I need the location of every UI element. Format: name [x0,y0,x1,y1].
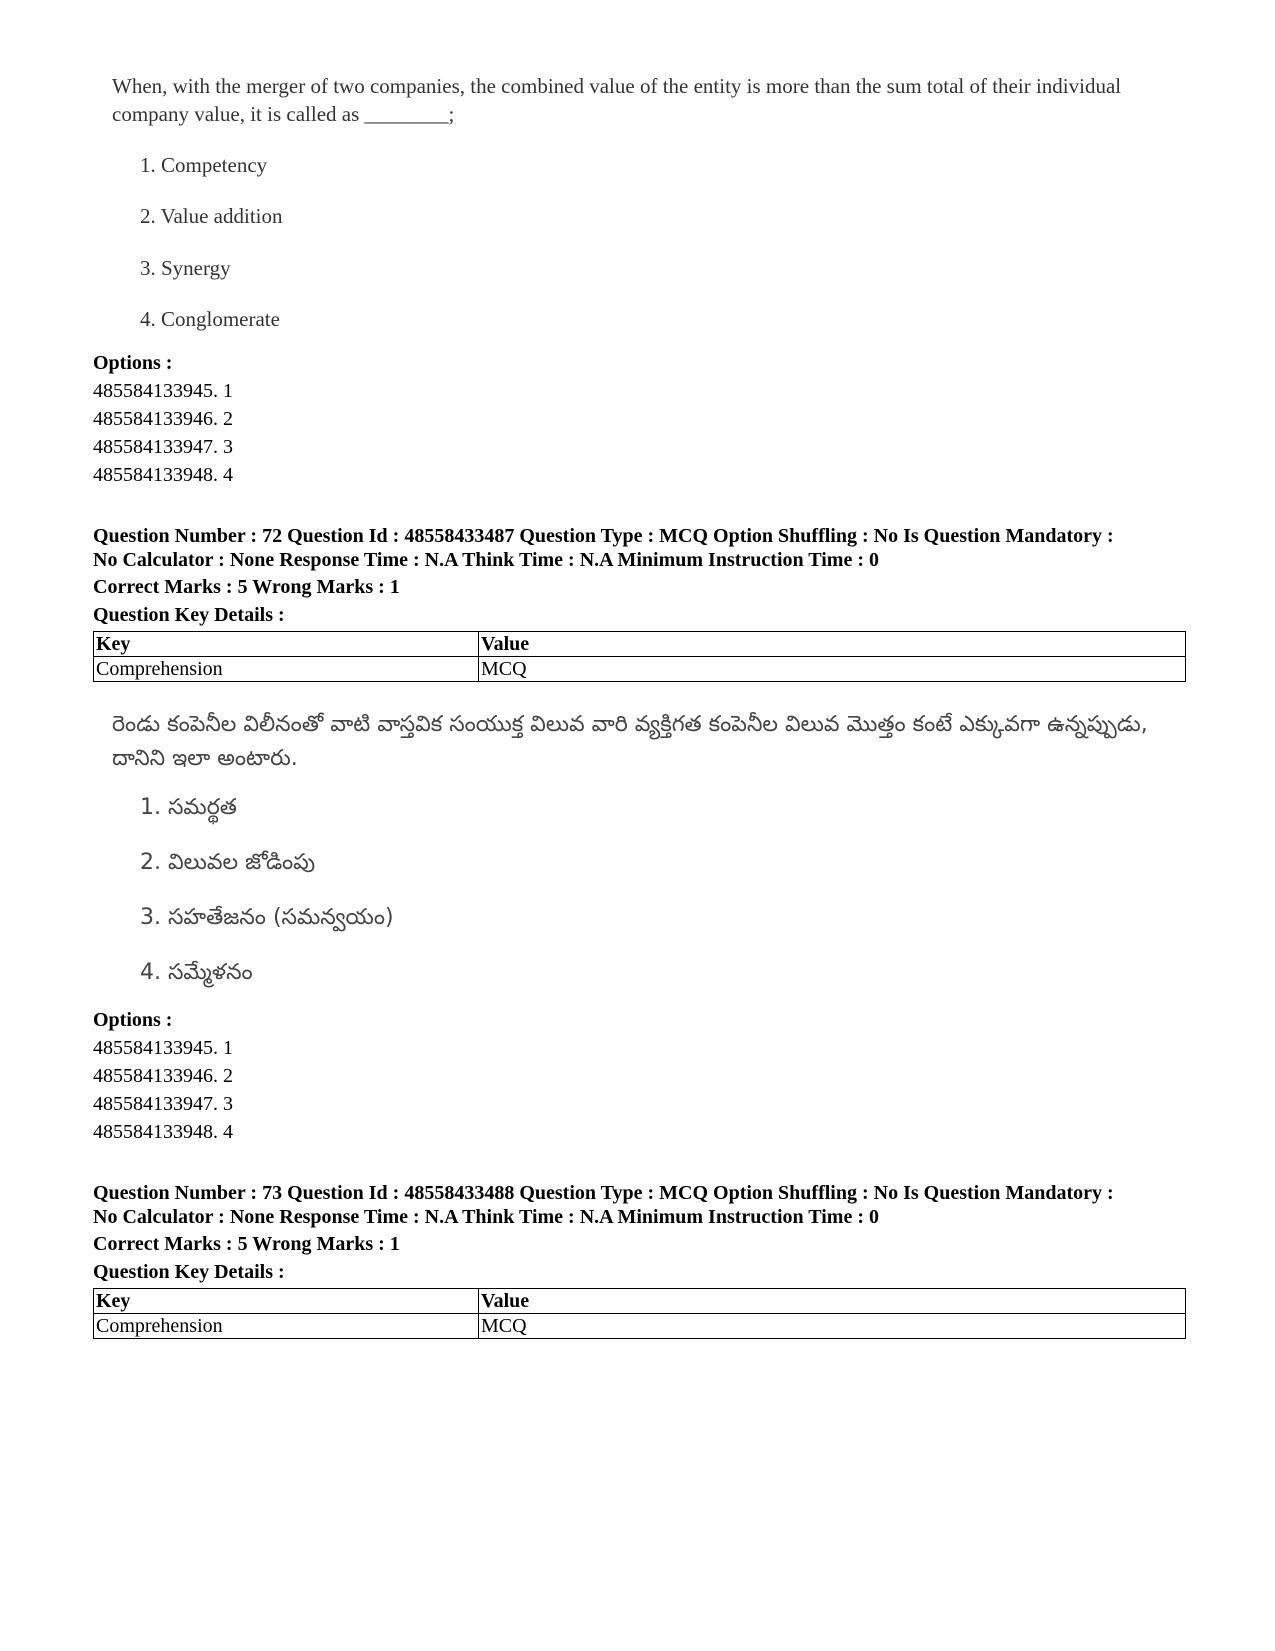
choice-item: 4. సమ్మేళనం [140,960,253,985]
choice-item: 1. Competency [140,153,268,177]
table-header-cell: Value [479,632,1186,657]
option-line: 485584133947. 3 [93,436,233,458]
table-row [94,657,1186,682]
option-line: 485584133945. 1 [93,380,233,402]
marks-line: Correct Marks : 5 Wrong Marks : 1 [93,576,400,598]
option-line: 485584133946. 2 [93,408,233,430]
choice-item: 4. Conglomerate [140,307,280,331]
table-cell: MCQ [479,657,1186,682]
table-header-cell: Value [479,1289,1186,1314]
choice-item: 3. సహతేజనం (సమన్వయం) [140,905,394,930]
table-cell: Comprehension [94,657,479,682]
options-heading: Options : [93,1009,173,1031]
choice-item: 1. సమర్థత [140,795,237,820]
choice-item: 2. విలువల జోడింపు [140,850,316,875]
table-cell: MCQ [479,1314,1186,1339]
option-line: 485584133945. 1 [93,1037,233,1059]
question-meta-line: No Calculator : None Response Time : N.A Think Time : N.A Minimum Instruction Time : 0 [93,1206,879,1228]
key-details-table [93,1288,1186,1339]
choice-item: 3. Synergy [140,256,231,280]
key-details-heading: Question Key Details : [93,1261,285,1283]
option-line: 485584133948. 4 [93,1121,233,1143]
option-line: 485584133948. 4 [93,464,233,486]
question-text: When, with the merger of two companies, the combined value of the entity is more than the sum total of their individual company value, it is called as ________; [112,74,1122,126]
table-header-cell: Key [94,632,479,657]
table-header-row [94,1289,1186,1314]
option-line: 485584133947. 3 [93,1093,233,1115]
question-meta-line: Question Number : 72 Question Id : 48558433487 Question Type : MCQ Option Shuffling : No Is Question Mandatory : [93,525,1114,547]
marks-line: Correct Marks : 5 Wrong Marks : 1 [93,1233,400,1255]
table-header-cell: Key [94,1289,479,1314]
question-meta-line: No Calculator : None Response Time : N.A Think Time : N.A Minimum Instruction Time : 0 [93,549,879,571]
question-meta-line: Question Number : 73 Question Id : 48558433488 Question Type : MCQ Option Shuffling : No Is Question Mandatory : [93,1182,1114,1204]
key-details-heading: Question Key Details : [93,604,285,626]
table-row [94,1314,1186,1339]
table-header-row [94,632,1186,657]
question-text: రెండు కంపెనీల విలీనంతో వాటి వాస్తవిక సంయుక్త విలువ వారి వ్యక్తిగత కంపెనీల విలువ మొత్తం కంటే ఎక్కువగా ఉన్నప్పుడు, దానిని ఇలా అంటారు. [112,712,1148,771]
choice-item: 2. Value addition [140,204,283,228]
table-cell: Comprehension [94,1314,479,1339]
options-heading: Options : [93,352,173,374]
option-line: 485584133946. 2 [93,1065,233,1087]
key-details-table [93,631,1186,682]
